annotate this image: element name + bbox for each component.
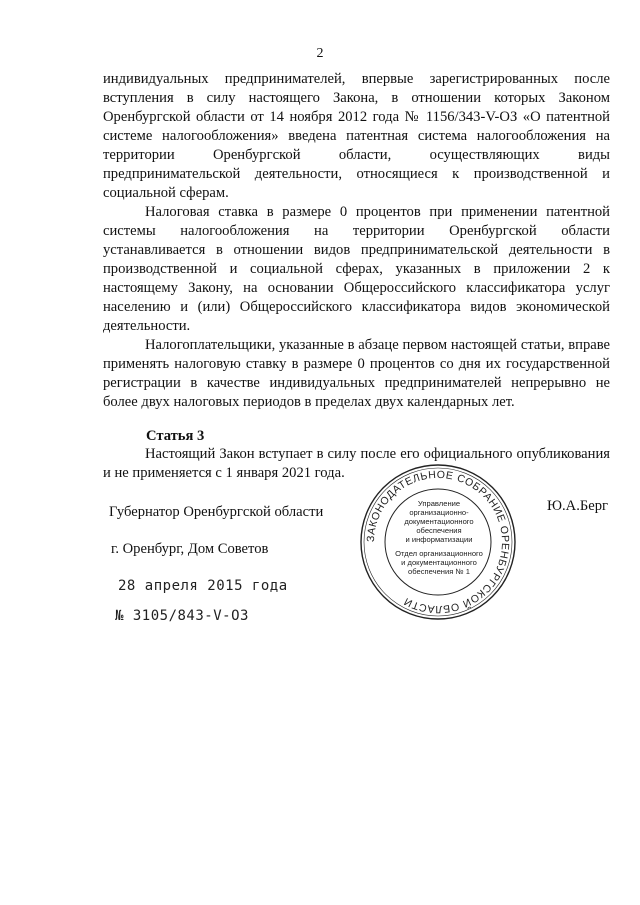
governor-name: Ю.А.Берг (547, 498, 608, 514)
paragraph-continued: индивидуальных предпринимателей, впервые зарегистрированных после вступления в силу настоящего Закона, в отношении которых Законом Оренбургской области от 14 ноября 2012 года № 1156/343-V-ОЗ «О патентной системе налогообложения» введена патентная система налогообложения на территории Оренбургской области, осуществляющих виды предпринимательской деятельности, относящиеся к производственной и социальной сферам. (103, 71, 610, 201)
seal-unit-line: и документационного (401, 558, 477, 567)
seal-unit-line: Отдел организационного (395, 549, 483, 558)
seal-dept-line: и информатизации (405, 535, 473, 544)
body-text (103, 70, 610, 412)
law-number: № 3105/843-V-ОЗ (115, 608, 249, 624)
article-3-text: Настоящий Закон вступает в силу после его официального опубликования и не применяется с 1 января 2021 года. (103, 446, 610, 481)
seal-dept-line: организационно- (409, 508, 469, 517)
seal-inner-text (391, 499, 487, 576)
official-seal (358, 462, 518, 622)
paragraph-taxpayers: Налогоплательщики, указанные в абзаце первом настоящей статьи, вправе применять налоговую ставку в размере 0 процентов со дня их государственной регистрации в качестве индивидуальных предпринимателей непрерывно не более двух налоговых периодов в пределах двух календарных лет. (103, 337, 610, 410)
seal-dept-line: Управление (417, 499, 461, 508)
seal-unit-line: обеспечения № 1 (408, 567, 470, 576)
signing-place: г. Оренбург, Дом Советов (111, 541, 269, 557)
page-number: 2 (316, 46, 324, 61)
seal-dept-line: документационного (404, 517, 474, 526)
paragraph-tax-rate: Налоговая ставка в размере 0 процентов при применении патентной системы налогообложения на территории Оренбургской области устанавливается в отношении видов предпринимательской деятельности в производственной и социальной сферах, указанных в приложении 2 к настоящему Закону, на основании Общероссийского классификатора услуг населению и (или) Общероссийского классификатора видов экономической деятельности. (103, 204, 610, 334)
law-date: 28 апреля 2015 года (118, 578, 288, 594)
article-3-title: Статья 3 (146, 428, 205, 444)
seal-ring-text: ЗАКОНОДАТЕЛЬНОЕ СОБРАНИЕ ОРЕНБУРГСКОЙ ОБЛАСТИ (364, 468, 512, 616)
seal-dept-line: обеспечения (416, 526, 462, 535)
governor-title: Губернатор Оренбургской области (109, 504, 324, 520)
